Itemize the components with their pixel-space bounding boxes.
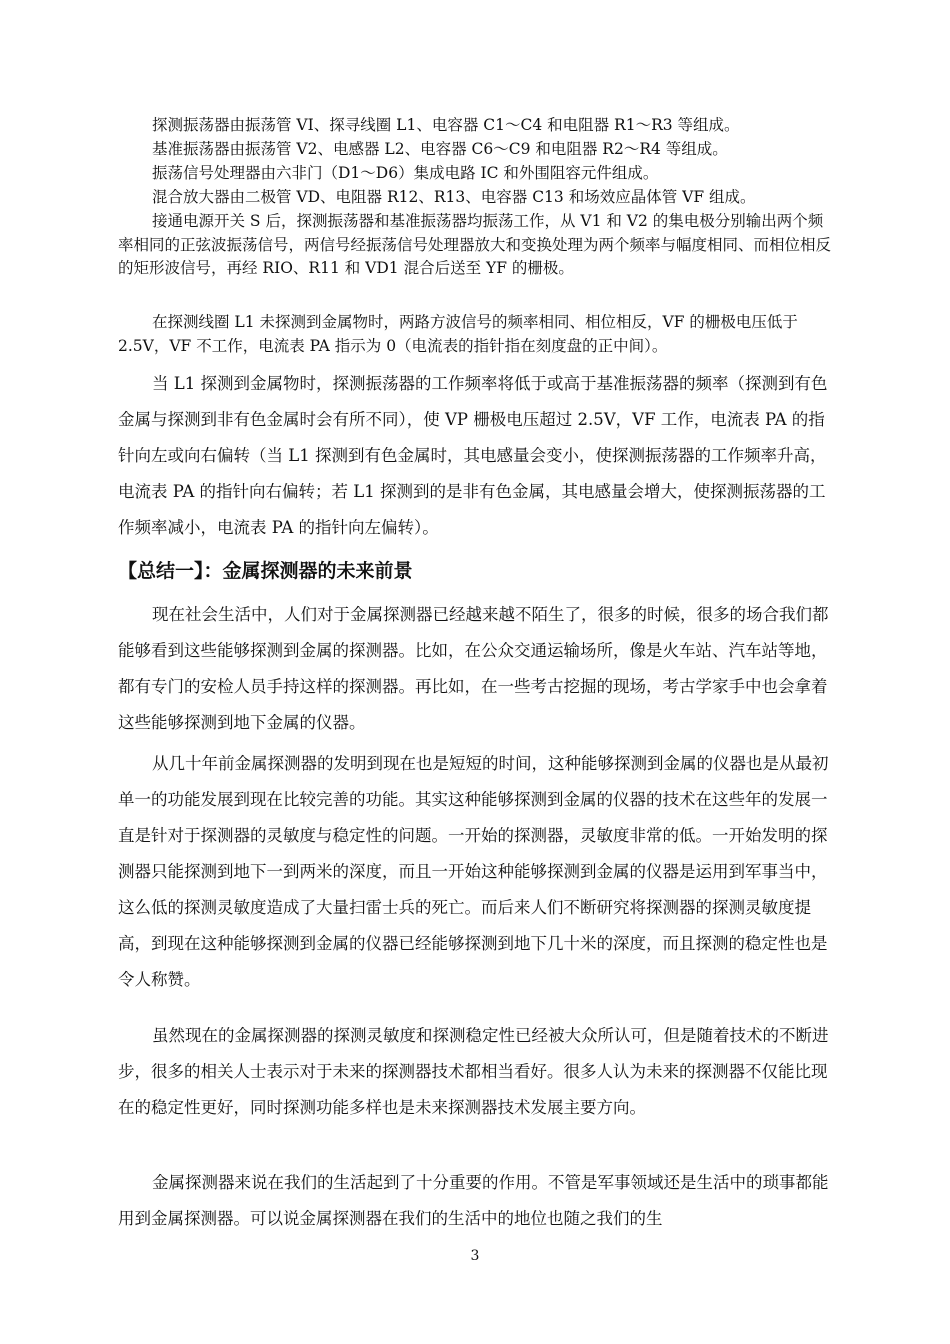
signal-processor-line: 振荡信号处理器由六非门（D1～D6）集成电路 IC 和外围阻容元件组成。 <box>152 164 659 182</box>
no-metal-paragraph: 在探测线圈 L1 未探测到金属物时，两路方波信号的频率相同、相位相反，VF 的栅极电压低于 2.5V，VF 不工作，电流表 PA 指示为 0（电流表的指针指在刻度盘的正中间）。 <box>118 313 798 355</box>
metal-detected-paragraph: 当 L1 探测到金属物时，探测振荡器的工作频率将低于或高于基准振荡器的频率（探测到有色金属与探测到非有色金属时会有所不同），使 VP 栅极电压超过 2.5V，VF 工作，电流表 PA 的指针向左或向右偏转（当 L1 探测到有色金属时，其电感量会变小，使探测振荡器的工作频率升高，电流表 PA 的指针向右偏转；若 L1 探测到的是非有色金属，其电感量会增大，使探测振荡器的工作频率减小，电流表 PA 的指针向左偏转）。 <box>118 374 828 537</box>
body-paragraph-4: 金属探测器来说在我们的生活起到了十分重要的作用。不管是军事领域还是生活中的琐事都能用到金属探测器。可以说金属探测器在我们的生活中的地位也随之我们的生 <box>118 1173 829 1228</box>
body-paragraph-3: 虽然现在的金属探测器的探测灵敏度和探测稳定性已经被大众所认可，但是随着技术的不断进步，很多的相关人士表示对于未来的探测器技术都相当看好。很多人认为未来的探测器不仅能比现在的稳定性更好，同时探测功能多样也是未来探测器技术发展主要方向。 <box>118 1026 829 1117</box>
detector-oscillator-line: 探测振荡器由振荡管 VI、探寻线圈 L1、电容器 C1～C4 和电阻器 R1～R3 等组成。 <box>152 116 740 134</box>
page-number: 3 <box>470 1248 480 1264</box>
section-heading: 【总结一】：金属探测器的未来前景 <box>118 560 413 582</box>
body-paragraph-2: 从几十年前金属探测器的发明到现在也是短短的时间，这种能够探测到金属的仪器也是从最初单一的功能发展到现在比较完善的功能。其实这种能够探测到金属的仪器的技术在这些年的发展一直是针对于探测器的灵敏度与稳定性的问题。一开始的探测器，灵敏度非常的低。一开始发明的探测器只能探测到地下一到两米的深度，而且一开始这种能够探测到金属的仪器是运用到军事当中，这么低的探测灵敏度造成了大量扫雷士兵的死亡。而后来人们不断研究将探测器的探测灵敏度提高，到现在这种能够探测到金属的仪器已经能够探测到地下几十米的深度，而且探测的稳定性也是令人称赞。 <box>118 754 829 989</box>
power-on-paragraph: 接通电源开关 S 后，探测振荡器和基准振荡器均振荡工作，从 V1 和 V2 的集电极分别输出两个频率相同的正弦波振荡信号，两信号经振荡信号处理器放大和变换处理为两个频率与幅度相同、而相位相反的矩形波信号，再经 RIO、R11 和 VD1 混合后送至 YF 的栅极。 <box>118 212 832 277</box>
reference-oscillator-line: 基准振荡器由振荡管 V2、电感器 L2、电容器 C6～C9 和电阻器 R2～R4 等组成。 <box>152 140 728 158</box>
body-paragraph-1: 现在社会生活中，人们对于金属探测器已经越来越不陌生了，很多的时候，很多的场合我们都能够看到这些能够探测到金属的探测器。比如，在公众交通运输场所，像是火车站、汽车站等地，都有专门的安检人员手持这样的探测器。再比如，在一些考古挖掘的现场，考古学家手中也会拿着这些能够探测到地下金属的仪器。 <box>118 605 829 732</box>
mixer-amplifier-line: 混合放大器由二极管 VD、电阻器 R12、R13、电容器 C13 和场效应晶体管 VF 组成。 <box>152 188 756 206</box>
